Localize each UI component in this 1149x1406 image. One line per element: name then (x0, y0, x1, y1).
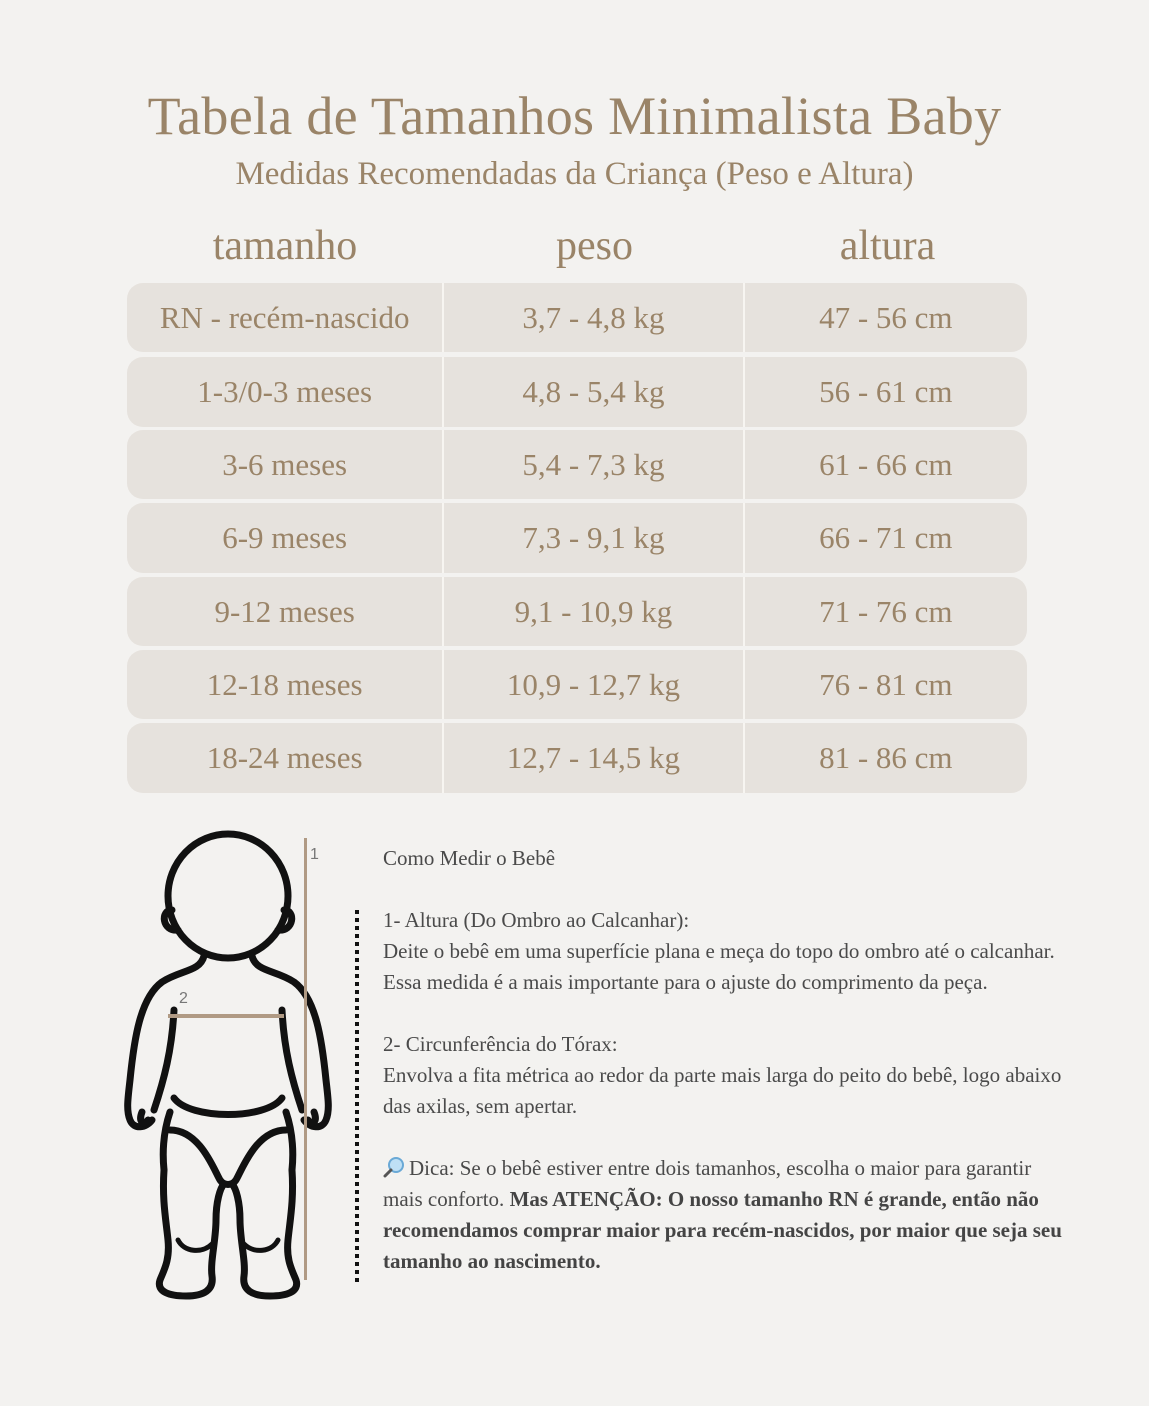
height-measure-line (304, 838, 307, 1280)
step1-title: 1- Altura (Do Ombro ao Calcanhar): (383, 908, 690, 932)
tip-paragraph (383, 1153, 1073, 1277)
column-header-peso: peso (556, 223, 633, 269)
cell-altura: 76 - 81 cm (819, 666, 953, 702)
cell-peso: 5,4 - 7,3 kg (444, 430, 744, 499)
step1-text: Deite o bebê em uma superfície plana e meça do topo do ombro até o calcanhar. Essa medida é a mais importante para o ajuste do comprimento da peça. (383, 939, 1055, 994)
how-to-measure-section (383, 843, 1073, 1277)
cell-altura: 47 - 56 cm (819, 299, 953, 335)
table-row (127, 430, 1027, 499)
table-row (127, 357, 1027, 427)
howto-heading: Como Medir o Bebê (383, 846, 556, 870)
table-row (127, 283, 1027, 352)
marker-2-label: 2 (179, 990, 188, 1007)
step2-title: 2- Circunferência do Tórax: (383, 1032, 618, 1056)
column-header-tamanho: tamanho (212, 223, 358, 269)
table-row (127, 577, 1027, 646)
tip-warning: Mas ATENÇÃO: O nosso tamanho RN é grande, então não recomendamos comprar maior para recém-nascidos, por maior que seja seu tamanho ao nascimento. (383, 1187, 1062, 1273)
cell-peso: 3,7 - 4,8 kg (444, 283, 744, 352)
table-row (127, 503, 1027, 573)
page-title: Tabela de Tamanhos Minimalista Baby (147, 86, 1002, 146)
cell-tamanho: 12-18 meses (127, 650, 444, 719)
cell-altura: 56 - 61 cm (819, 374, 953, 409)
dotted-divider (355, 910, 359, 1282)
page-subtitle: Medidas Recomendadas da Criança (Peso e Altura) (235, 156, 914, 192)
cell-peso: 7,3 - 9,1 kg (444, 503, 744, 573)
magnifier-icon (383, 1156, 405, 1178)
table-row (127, 723, 1027, 793)
marker-1-label: 1 (310, 846, 319, 863)
cell-tamanho: 3-6 meses (127, 430, 444, 499)
step2-text: Envolva a fita métrica ao redor da parte mais larga do peito do bebê, logo abaixo das axilas, sem apertar. (383, 1063, 1062, 1118)
cell-altura: 81 - 86 cm (819, 740, 953, 775)
cell-altura: 66 - 71 cm (819, 520, 953, 555)
cell-tamanho: RN - recém-nascido (127, 283, 444, 352)
cell-tamanho: 18-24 meses (127, 723, 444, 793)
cell-peso: 4,8 - 5,4 kg (444, 357, 744, 427)
cell-peso: 9,1 - 10,9 kg (444, 577, 744, 646)
baby-outline-icon (120, 830, 360, 1300)
cell-tamanho: 6-9 meses (127, 503, 444, 573)
table-row (127, 650, 1027, 719)
cell-peso: 12,7 - 14,5 kg (444, 723, 744, 793)
chest-measure-line (168, 1014, 284, 1018)
tip-text: Dica: Se o bebê estiver entre dois tamanhos, escolha o maior para garantir mais conforto. (383, 1156, 1032, 1211)
cell-altura: 61 - 66 cm (819, 446, 953, 482)
cell-tamanho: 9-12 meses (127, 577, 444, 646)
cell-tamanho: 1-3/0-3 meses (127, 357, 444, 427)
cell-altura: 71 - 76 cm (819, 593, 953, 629)
column-header-altura: altura (839, 223, 936, 269)
cell-peso: 10,9 - 12,7 kg (444, 650, 744, 719)
